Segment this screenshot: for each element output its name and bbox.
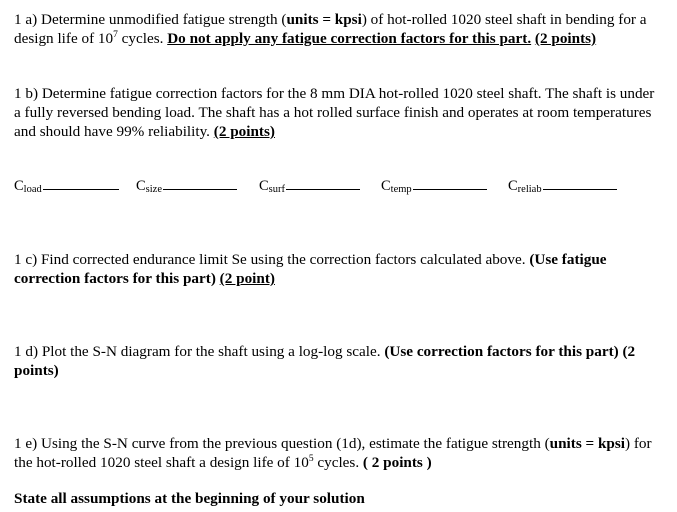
q1e-exponent: 5 — [308, 454, 314, 464]
q1e-units: units = kpsi — [549, 435, 626, 452]
q1a-text-middle: ) of hot-rolled 1020 steel shaft in bending for a design life of 10 — [14, 11, 647, 47]
factor-c-size-blank — [163, 188, 237, 190]
q1a-points: (2 points) — [534, 30, 597, 47]
factor-c-temp-subscript: temp — [390, 184, 412, 195]
q1b-points: (2 points) — [213, 123, 275, 140]
factor-c-reliab-symbol: C — [508, 178, 518, 194]
q1a-units: units = kpsi — [286, 11, 362, 28]
factor-c-load-blank — [43, 188, 119, 190]
q1a-exponent: 7 — [113, 30, 118, 40]
question-1a — [14, 10, 664, 48]
factor-c-size-subscript: size — [145, 184, 162, 195]
factor-c-load-subscript: load — [23, 184, 42, 195]
q1e-text-middle: ) for the hot-rolled 1020 steel shaft a design life of 10 — [14, 435, 652, 471]
q1a-text-prefix: 1 a) Determine unmodified fatigue strength ( — [14, 11, 287, 28]
q1c-text: 1 c) Find corrected endurance limit Se using the correction factors calculated above. — [14, 251, 530, 268]
factor-c-reliab-subscript: reliab — [517, 184, 542, 195]
assumptions-note — [14, 489, 365, 508]
factor-c-temp — [381, 178, 487, 195]
q1e-points: ( 2 points ) — [362, 454, 432, 471]
factor-c-reliab-blank — [543, 188, 617, 190]
q1a-text-suffix: cycles. — [117, 30, 168, 47]
factor-c-load-symbol: C — [14, 178, 24, 194]
q1d-text: 1 d) Plot the S-N diagram for the shaft using a log-log scale. — [14, 343, 385, 360]
factor-c-surf — [259, 178, 360, 195]
question-1e — [14, 434, 664, 472]
q1c-emphasis: (Use fatigue correction factors for this part) — [14, 251, 607, 287]
factor-c-reliab — [508, 178, 617, 195]
q1b-text: 1 b) Determine fatigue correction factors for the 8 mm DIA hot-rolled 1020 steel shaft. The shaft is under a fully reversed bending load. The shaft has a hot rolled surface finish and operates at room temperatures and should have 99% reliability. — [14, 85, 655, 140]
factor-c-surf-symbol: C — [259, 178, 269, 194]
factor-c-temp-symbol: C — [381, 178, 391, 194]
q1e-text-prefix: 1 e) Using the S-N curve from the previous question (1d), estimate the fatigue strength ( — [14, 435, 550, 452]
correction-factor-row — [14, 178, 664, 200]
q1a-emphasis: Do not apply any fatigue correction factors for this part. — [167, 30, 532, 47]
factor-c-size-symbol: C — [136, 178, 146, 194]
factor-c-temp-blank — [413, 188, 487, 190]
question-1c — [14, 250, 664, 288]
q1d-emphasis: (Use correction factors for this part) (2 points) — [14, 343, 636, 379]
q1e-text-suffix: cycles. — [313, 454, 363, 471]
question-1d — [14, 342, 664, 380]
q1c-points: (2 point) — [219, 270, 275, 287]
assumptions-text: State all assumptions at the beginning of your solution — [14, 490, 365, 507]
factor-c-load — [14, 178, 119, 195]
factor-c-surf-subscript: surf — [268, 184, 286, 195]
question-1b — [14, 84, 664, 141]
factor-c-size — [136, 178, 237, 195]
factor-c-surf-blank — [286, 188, 360, 190]
